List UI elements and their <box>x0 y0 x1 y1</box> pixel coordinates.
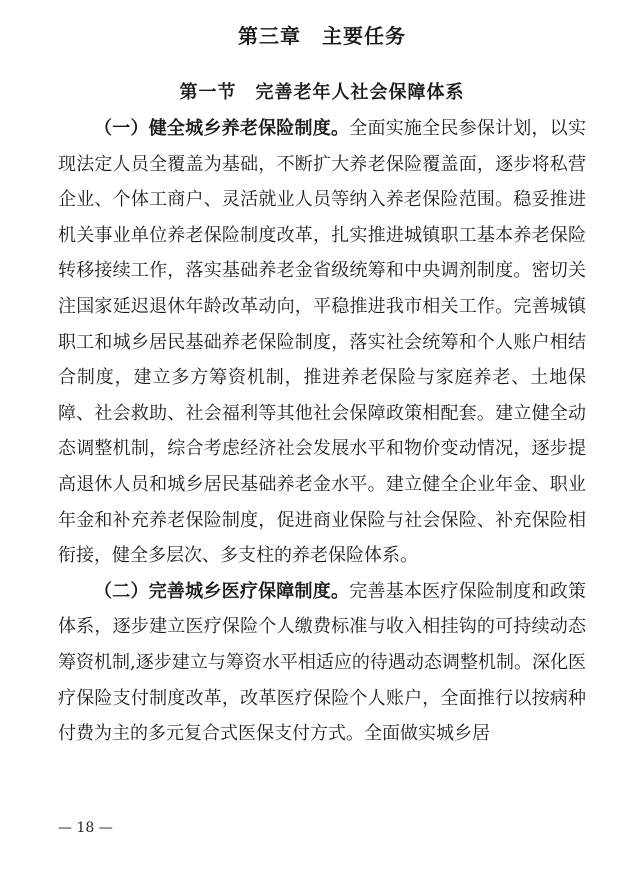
paragraph-text: 完善基本医疗保险制度和政策体系，逐步建立医疗保险个人缴费标准与收入相挂钩的可持续动态筹资机制,逐步建立与筹资水平相适应的待遇动态调整机制。深化医疗保险支付制度改革，改革医疗保险个人账户，全面推行以按病种付费为主的多元复合式医保支付方式。全面做实城乡居 <box>58 580 587 745</box>
chapter-title: 第三章 主要任务 <box>238 24 406 48</box>
paragraph-text: 全面实施全民参保计划，以实现法定人员全覆盖为基础，不断扩大养老保险覆盖面，逐步将私营企业、个体工商户、灵活就业人员等纳入养老保险范围。稳妥推进机关事业单位养老保险制度改革，扎实推进城镇职工基本养老保险转移接续工作，落实基础养老金省级统筹和中央调剂制度。密切关注国家延迟退休年龄改革动向，平稳推进我市相关工作。完善城镇职工和城乡居民基础养老保险制度，落实社会统筹和个人账户相结合制度，建立多方筹资机制，推进养老保险与家庭养老、土地保障、社会救助、社会福利等其他社会保障政策相配套。建立健全动态调整机制，综合考虑经济社会发展水平和物价变动情况，逐步提高退休人员和城乡居民基础养老金水平。建立健全企业年金、职业年金和补充养老保险制度，促进商业保险与社会保险、补充保险相衔接，健全多层次、多支柱的养老保险体系。 <box>58 118 587 567</box>
page-number: — 18 — <box>58 820 113 836</box>
paragraph-medical <box>58 574 586 752</box>
body-text <box>58 111 586 752</box>
paragraph-pension <box>58 111 586 574</box>
section-title: 第一节 完善老年人社会保障体系 <box>179 82 465 103</box>
paragraph-lead: （一）健全城乡养老保险制度。 <box>94 118 350 139</box>
paragraph-lead: （二）完善城乡医疗保障制度。 <box>94 580 350 602</box>
